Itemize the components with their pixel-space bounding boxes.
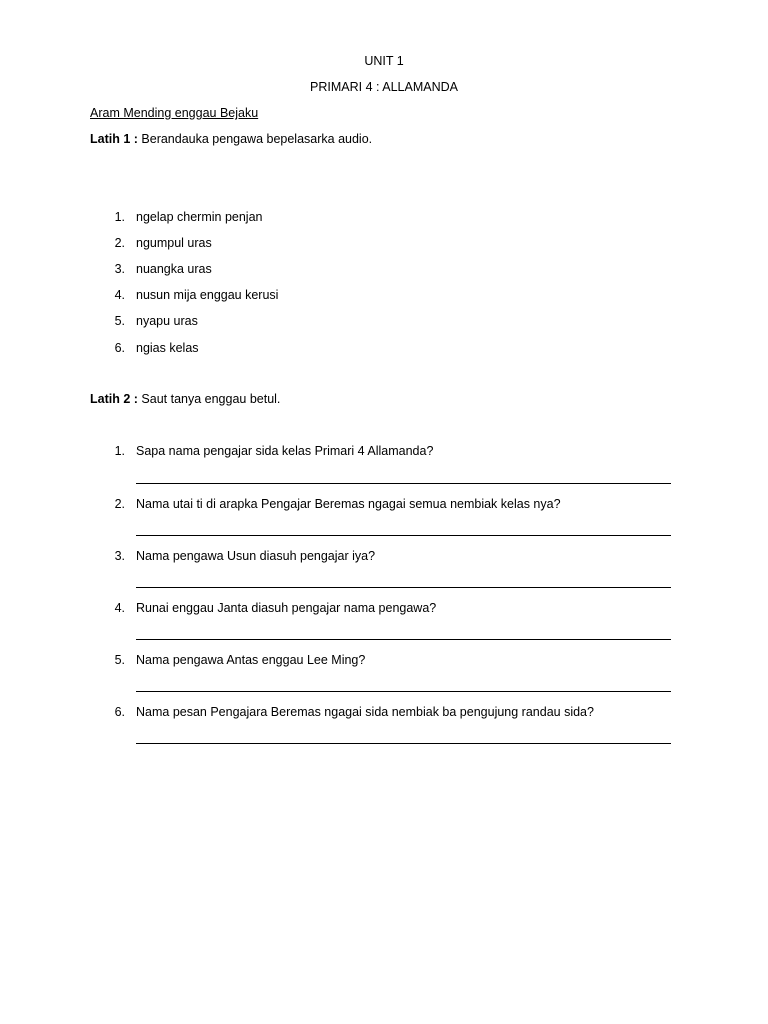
list-item-number: 6. [114,341,125,355]
list-item-text: nuangka uras [136,262,212,276]
answer-line[interactable] [136,535,671,536]
question-text: Sapa nama pengajar sida kelas Primari 4 Allamanda? [136,444,434,458]
answer-line[interactable] [136,639,671,640]
latih2-instruction: Saut tanya enggau betul. [141,392,281,406]
question-text: Runai enggau Janta diasuh pengajar nama pengawa? [136,601,437,615]
section-title: Aram Mending enggau Bejaku [90,106,259,120]
list-item-text: nusun mija enggau kerusi [136,288,279,302]
class-heading: PRIMARI 4 : ALLAMANDA [310,80,458,94]
unit-heading: UNIT 1 [364,54,404,68]
latih1-separator: : [130,132,142,146]
question-number: 1. [114,444,125,458]
list-item-number: 2. [114,236,125,250]
list-item-text: ngias kelas [136,341,199,355]
latih1-label: Latih 1 [90,132,131,146]
question-number: 2. [114,497,125,511]
answer-line[interactable] [136,587,671,588]
list-item-number: 5. [114,314,125,328]
answer-line[interactable] [136,691,671,692]
question-text: Nama utai ti di arapka Pengajar Beremas ngagai semua nembiak kelas nya? [136,497,561,511]
list-item-number: 4. [114,288,125,302]
latih2-label: Latih 2 [90,392,131,406]
list-item-text: ngelap chermin penjan [136,210,263,224]
question-number: 4. [114,601,125,615]
answer-line[interactable] [136,483,671,484]
answer-line[interactable] [136,743,671,744]
list-item-number: 1. [114,210,125,224]
question-text: Nama pengawa Antas enggau Lee Ming? [136,653,366,667]
latih1-instruction: Berandauka pengawa bepelasarka audio. [141,132,373,146]
latih2-heading [90,392,280,406]
question-number: 3. [114,549,125,563]
list-item-text: ngumpul uras [136,236,212,250]
question-text: Nama pengawa Usun diasuh pengajar iya? [136,549,376,563]
question-number: 6. [114,705,125,719]
list-item-number: 3. [114,262,125,276]
question-text: Nama pesan Pengajara Beremas ngagai sida nembiak ba pengujung randau sida? [136,705,594,719]
latih1-heading [90,132,372,146]
question-number: 5. [114,653,125,667]
latih2-separator: : [130,392,142,406]
list-item-text: nyapu uras [136,314,198,328]
